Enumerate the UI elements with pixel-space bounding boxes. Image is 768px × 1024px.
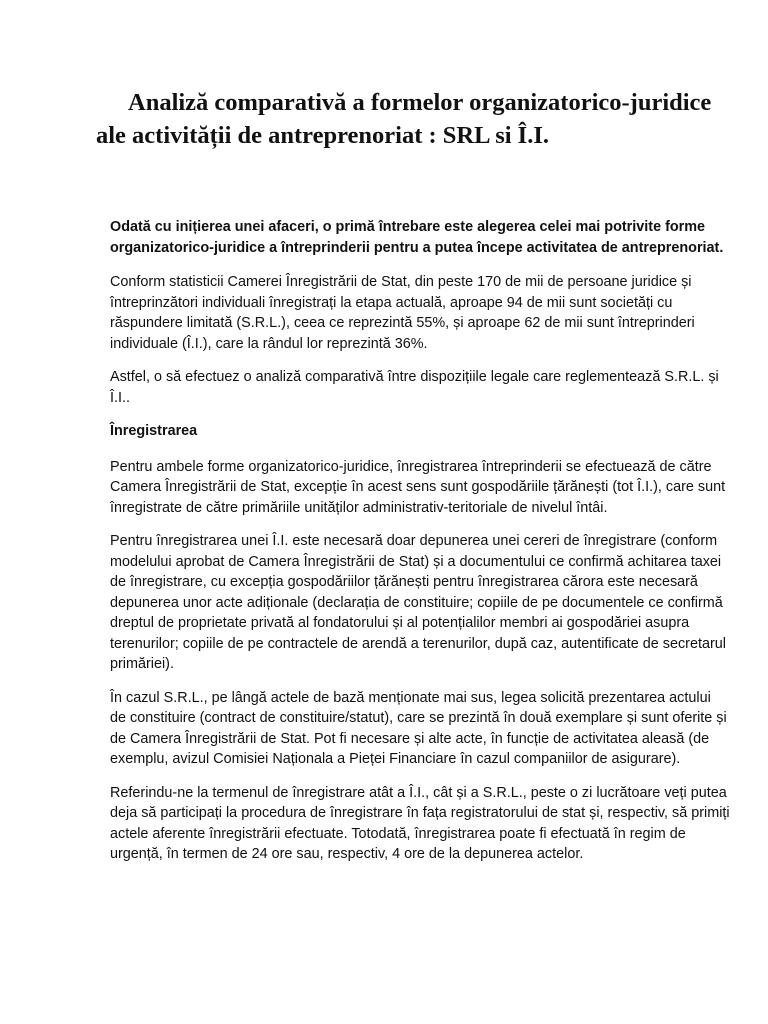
document-title: Analiză comparativă a formelor organizatorico-juridice ale activității de antreprenoriat : SRL si Î.I.: [96, 89, 712, 149]
paragraph-srl-registration: În cazul S.R.L., pe lângă actele de bază menționate mai sus, legea solicită prezentarea actului de constituire (contract de constituire/statut), care se prezintă în două exemplare și sunt oferite și de Camera Înregistrării de Stat. Pot fi necesare și alte acte, în funcție de activitatea aleasă (de exemplu, avizul Comisiei Naționala a Pieței Financiare în cazul companiilor de asigurare).: [110, 689, 727, 767]
paragraph-registration-authority: Pentru ambele forme organizatorico-juridice, înregistrarea întreprinderii se efectuează de către Camera Înregistrării de Stat, excepție în acest sens sunt gospodăriile țărănești (tot Î.I.), care sunt înregistrate de către primăriile unităților administrativ-teritoriale de nivelul întâi.: [110, 458, 726, 516]
section-heading-registration: Înregistrarea: [110, 423, 198, 439]
paragraph-registration-term: Referindu-ne la termenul de înregistrare atât a Î.I., cât și a S.R.L., peste o zi lucrătoare veți putea deja să participați la procedura de înregistrare în fața registratorului de stat și, respectiv, să primiți actele aferente înregistrării efectuate. Totodată, înregistrarea poate fi efectuată în regim de urgență, în termen de 24 ore sau, respectiv, 4 ore de la depunerea actelor.: [110, 784, 730, 862]
document-body: [110, 217, 730, 878]
paragraph-ii-registration: Pentru înregistrarea unei Î.I. este necesară doar depunerea unei cereri de înregistrare (conform modelului aprobat de Camera Înregistrării de Stat) și a documentului ce confirmă achitarea taxei de înregistrare, cu excepția gospodăriilor țărănești pentru înregistrarea cărora este necesară depunerea unor acte adiționale (declarația de constituire; copiile de pe documentele ce confirmă dreptul de proprietate privată al fondatorului și al potențialilor membri ai gospodăriei asupra terenurilor; copiile de pe contractele de arendă a terenurilor, după caz, autentificate de secretarul primăriei).: [110, 533, 726, 672]
intro-paragraph: Odată cu inițierea unei afaceri, o primă întrebare este alegerea celei mai potrivite forme organizatorico-juridice a întreprinderii pentru a putea începe activitatea de antreprenoriat.: [110, 219, 724, 256]
paragraph-statistics: Conform statisticii Camerei Înregistrării de Stat, din peste 170 de mii de persoane juridice și întreprinzători individuali înregistrați la etapa actuală, aproape 94 de mii sunt societăți cu răspundere limitată (S.R.L.), ceea ce reprezintă 55%, și aproape 62 de mii sunt întreprinderi individuale (Î.I.), care la rândul lor reprezintă 36%.: [110, 274, 695, 352]
paragraph-comparison: Astfel, o să efectuez o analiză comparativă între dispozițiile legale care reglementează S.R.L. și Î.I..: [110, 369, 719, 406]
